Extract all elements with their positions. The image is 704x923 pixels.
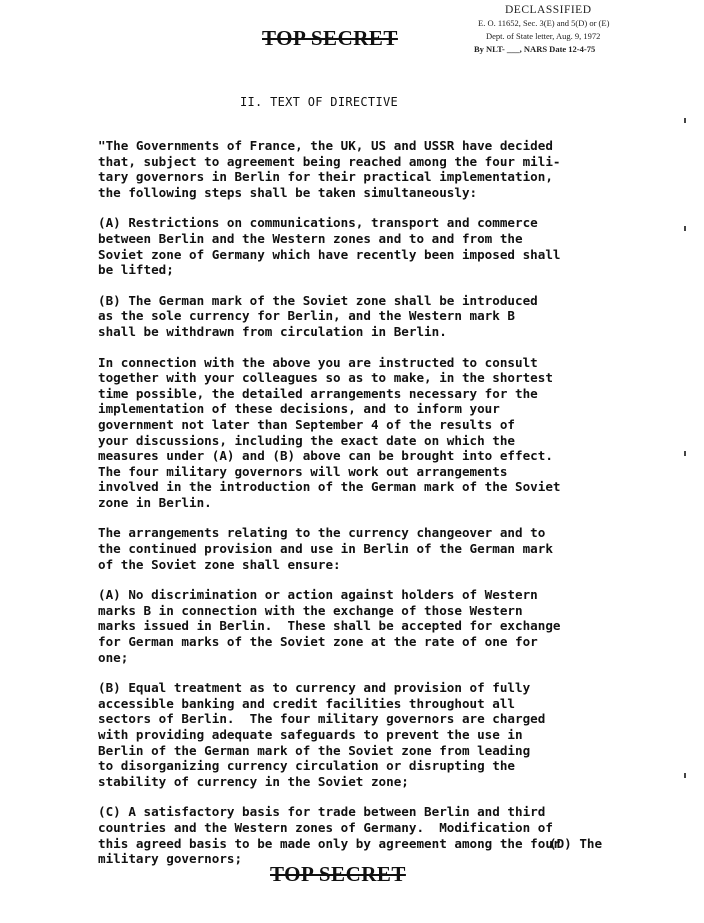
paragraph-point-b: (B) The German mark of the Soviet zone shall be introduced as the sole currency for Berlin, and the Western mark B shall be withdrawn from circulation in Berlin. — [98, 292, 538, 339]
paragraph-ensure-c: (C) A satisfactory basis for trade between Berlin and third countries and the Western zones of Germany. Modification of this agreed basis to be made only by agreement among the four military governors; — [98, 804, 561, 867]
paragraph-point-a: (A) Restrictions on communications, transport and commerce between Berlin and the Western zones and to and from the Soviet zone of Germany which have recently been imposed shall be lifted; — [98, 215, 561, 278]
margin-mark — [684, 118, 686, 123]
continuation-catchword: (D) The — [549, 836, 603, 851]
paragraph-instructions: In connection with the above you are instructed to consult together with your colleagues so as to make, in the shortest time possible, the detailed arrangements necessary for the implementation of these decisions, and to inform your government not later than September 4 of the results of your discussions, including the exact date on which the measures under (A) and (B) above can be brought into effect. The four military governors will work out arrangements involved in the introduction of the German mark of the Soviet zone in Berlin. — [98, 354, 561, 510]
paragraph-arrangements: The arrangements relating to the currency changeover and to the continued provision and use in Berlin of the German mark of the Soviet zone shall ensure: — [98, 525, 553, 572]
declassification-stamp — [470, 4, 695, 56]
paragraph-intro: "The Governments of France, the UK, US and USSR have decided that, subject to agreement being reached among the four mili- tary governors in Berlin for their practical implementation, the following steps shall be taken simultaneously: — [98, 138, 561, 200]
margin-mark — [684, 451, 686, 456]
top-secret-header-stamp: TOP SECRET — [262, 26, 398, 50]
margin-mark — [684, 226, 686, 231]
declassified-title: DECLASSIFIED — [505, 4, 592, 16]
declassified-nars-line: By NLT- ___, NARS Date 12-4-75 — [474, 44, 596, 54]
directive-body — [98, 138, 638, 882]
declassified-letter-line: Dept. of State letter, Aug. 9, 1972 — [486, 31, 601, 41]
declassified-authority-line: E. O. 11652, Sec. 3(E) and 5(D) or (E) — [478, 18, 610, 28]
margin-mark — [684, 773, 686, 778]
top-secret-footer-stamp: TOP SECRET — [270, 862, 406, 886]
paragraph-ensure-b: (B) Equal treatment as to currency and provision of fully accessible banking and credit facilities throughout all sectors of Berlin. The four military governors are charged with providing adequate safeguards to prevent the use in Berlin of the German mark of the Soviet zone from leading to disorganizing currency circulation or disrupting the stability of currency in the Soviet zone; — [98, 680, 546, 789]
section-title: II. TEXT OF DIRECTIVE — [240, 95, 399, 109]
paragraph-ensure-a: (A) No discrimination or action against holders of Western marks B in connection with the exchange of those Western marks issued in Berlin. These shall be accepted for exchange for German marks of the Soviet zone at the rate of one for one; — [98, 587, 561, 665]
